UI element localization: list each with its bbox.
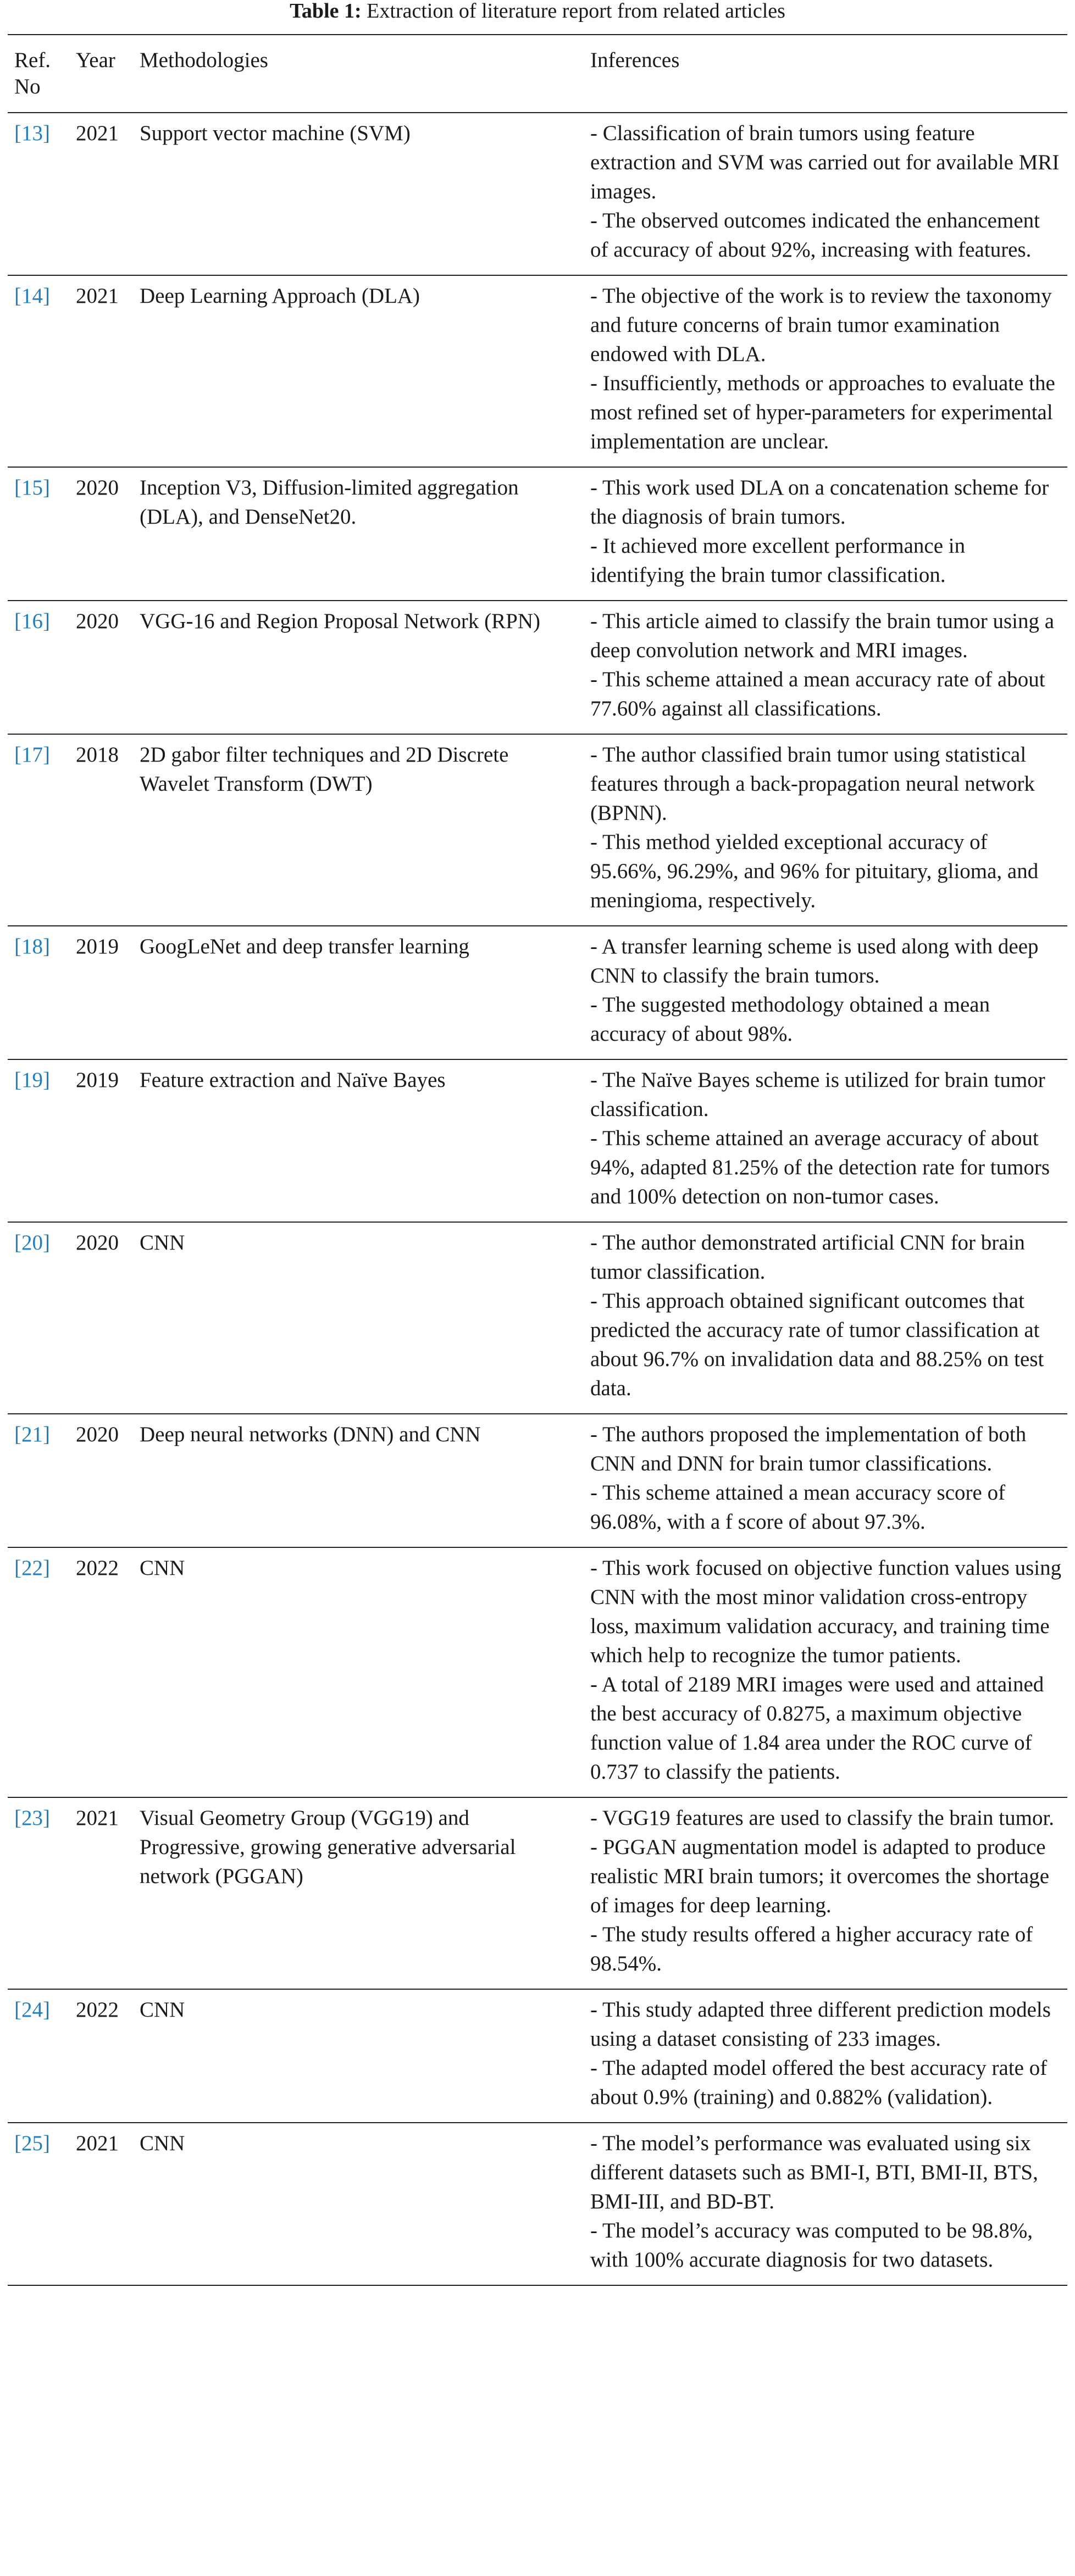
- inferences-cell: [584, 2123, 1067, 2285]
- header-ref-no: [8, 35, 69, 113]
- reference-link[interactable]: [15]: [14, 476, 50, 499]
- table-row: [8, 1797, 1067, 1989]
- table-header-row: [8, 35, 1067, 113]
- reference-link[interactable]: [18]: [14, 935, 50, 958]
- inferences-cell: [584, 113, 1067, 275]
- table-row: [8, 1414, 1067, 1547]
- table-row: [8, 2123, 1067, 2285]
- header-ref-line2: No: [14, 75, 41, 98]
- inference-item: - The author demonstrated artificial CNN for brain tumor classification.: [590, 1231, 1025, 1284]
- inference-item: - This approach obtained significant outcomes that predicted the accuracy rate of tumor classification at about 96.7% on invalidation data and 88.25% on test data.: [590, 1289, 1044, 1400]
- inference-item: - The Naïve Bayes scheme is utilized for brain tumor classification.: [590, 1068, 1045, 1121]
- table-caption-text: Extraction of literature report from related articles: [361, 0, 785, 23]
- inference-item: - VGG19 features are used to classify the brain tumor.: [590, 1806, 1055, 1830]
- inference-item: - A transfer learning scheme is used along with deep CNN to classify the brain tumors.: [590, 935, 1039, 987]
- inference-item: - Insufficiently, methods or approaches to evaluate the most refined set of hyper-parameters for experimental implementation are unclear.: [590, 371, 1055, 453]
- year-cell: 2020: [76, 476, 119, 499]
- inference-item: - A total of 2189 MRI images were used and attained the best accuracy of 0.8275, a maximum objective function value of 1.84 area under the ROC curve of 0.737 to classify the patients.: [590, 1673, 1044, 1784]
- inference-item: - Classification of brain tumors using feature extraction and SVM was carried out for available MRI images.: [590, 121, 1060, 203]
- year-cell: 2020: [76, 1423, 119, 1446]
- reference-link[interactable]: [24]: [14, 1998, 50, 2022]
- inferences-cell: [584, 1414, 1067, 1547]
- year-cell: 2021: [76, 1806, 119, 1830]
- reference-link[interactable]: [19]: [14, 1068, 50, 1092]
- inferences-cell: [584, 275, 1067, 467]
- table-row: [8, 926, 1067, 1059]
- methodology-cell: VGG-16 and Region Proposal Network (RPN): [140, 609, 541, 633]
- methodology-cell: CNN: [140, 1556, 185, 1580]
- reference-link[interactable]: [22]: [14, 1556, 50, 1580]
- methodology-cell: CNN: [140, 1231, 185, 1254]
- year-cell: 2019: [76, 1068, 119, 1092]
- methodology-cell: CNN: [140, 1998, 185, 2022]
- literature-table: [8, 34, 1067, 2286]
- inferences-cell: [584, 926, 1067, 1059]
- reference-link[interactable]: [13]: [14, 121, 50, 145]
- year-cell: 2018: [76, 743, 119, 767]
- methodology-cell: 2D gabor filter techniques and 2D Discrete Wavelet Transform (DWT): [140, 743, 509, 796]
- inference-item: - It achieved more excellent performance in identifying the brain tumor classification.: [590, 534, 966, 587]
- year-cell: 2020: [76, 609, 119, 633]
- table-row: [8, 1547, 1067, 1797]
- inference-item: - This scheme attained a mean accuracy score of 96.08%, with a f score of about 97.3%.: [590, 1481, 1006, 1534]
- year-cell: 2021: [76, 2131, 119, 2155]
- methodology-cell: Support vector machine (SVM): [140, 121, 411, 145]
- year-cell: 2019: [76, 935, 119, 958]
- table-row: [8, 467, 1067, 601]
- inferences-cell: [584, 1059, 1067, 1222]
- inference-item: - This work used DLA on a concatenation scheme for the diagnosis of brain tumors.: [590, 476, 1049, 529]
- methodology-cell: GoogLeNet and deep transfer learning: [140, 935, 469, 958]
- methodology-cell: Feature extraction and Naïve Bayes: [140, 1068, 446, 1092]
- table-row: [8, 275, 1067, 467]
- table-caption-label: Table 1:: [290, 0, 362, 23]
- methodology-cell: Visual Geometry Group (VGG19) and Progressive, growing generative adversarial network (PGGAN): [140, 1806, 516, 1888]
- header-inferences: Inferences: [590, 48, 680, 72]
- inferences-cell: [584, 1222, 1067, 1414]
- inference-item: - This method yielded exceptional accuracy of 95.66%, 96.29%, and 96% for pituitary, glioma, and meningioma, respectively.: [590, 830, 1039, 912]
- year-cell: 2022: [76, 1556, 119, 1580]
- inference-item: - The study results offered a higher accuracy rate of 98.54%.: [590, 1923, 1033, 1975]
- inferences-cell: [584, 601, 1067, 734]
- inferences-cell: [584, 467, 1067, 601]
- header-methodologies: Methodologies: [140, 48, 268, 72]
- inference-item: - This work focused on objective function values using CNN with the most minor validation cross-entropy loss, maximum validation accuracy, and training time which help to recognize the tumor patients.: [590, 1556, 1062, 1667]
- inference-item: - The suggested methodology obtained a mean accuracy of about 98%.: [590, 993, 990, 1046]
- inferences-cell: [584, 1989, 1067, 2123]
- table-body: [8, 113, 1067, 2285]
- year-cell: 2022: [76, 1998, 119, 2022]
- inferences-cell: [584, 734, 1067, 926]
- table-row: [8, 1989, 1067, 2123]
- inference-item: - The authors proposed the implementation of both CNN and DNN for brain tumor classifications.: [590, 1423, 1027, 1475]
- table-row: [8, 1222, 1067, 1414]
- inference-item: - PGGAN augmentation model is adapted to produce realistic MRI brain tumors; it overcomes the shortage of images for deep learning.: [590, 1835, 1050, 1917]
- reference-link[interactable]: [23]: [14, 1806, 50, 1830]
- methodology-cell: Deep neural networks (DNN) and CNN: [140, 1423, 481, 1446]
- table-row: [8, 113, 1067, 275]
- table-row: [8, 601, 1067, 734]
- inference-item: - The model’s accuracy was computed to be 98.8%, with 100% accurate diagnosis for two datasets.: [590, 2219, 1033, 2272]
- methodology-cell: Deep Learning Approach (DLA): [140, 284, 420, 308]
- header-year: Year: [76, 48, 115, 72]
- reference-link[interactable]: [14]: [14, 284, 50, 308]
- year-cell: 2020: [76, 1231, 119, 1254]
- inference-item: - The author classified brain tumor using statistical features through a back-propagation neural network (BPNN).: [590, 743, 1035, 825]
- inference-item: - The model’s performance was evaluated using six different datasets such as BMI-I, BTI, BMI-II, BTS, BMI-III, and BD-BT.: [590, 2131, 1038, 2213]
- year-cell: 2021: [76, 121, 119, 145]
- methodology-cell: Inception V3, Diffusion-limited aggregation (DLA), and DenseNet20.: [140, 476, 519, 529]
- year-cell: 2021: [76, 284, 119, 308]
- reference-link[interactable]: [25]: [14, 2131, 50, 2155]
- reference-link[interactable]: [16]: [14, 609, 50, 633]
- methodology-cell: CNN: [140, 2131, 185, 2155]
- inference-item: - This scheme attained an average accuracy of about 94%, adapted 81.25% of the detection rate for tumors and 100% detection on non-tumor cases.: [590, 1126, 1050, 1208]
- inference-item: - This scheme attained a mean accuracy rate of about 77.60% against all classifications.: [590, 668, 1045, 720]
- table-caption: [0, 0, 1075, 26]
- table-row: [8, 734, 1067, 926]
- inference-item: - This study adapted three different prediction models using a dataset consisting of 233 images.: [590, 1998, 1051, 2051]
- table-row: [8, 1059, 1067, 1222]
- inference-item: - The observed outcomes indicated the enhancement of accuracy of about 92%, increasing with features.: [590, 209, 1040, 262]
- reference-link[interactable]: [20]: [14, 1231, 50, 1254]
- reference-link[interactable]: [17]: [14, 743, 50, 767]
- inferences-cell: [584, 1547, 1067, 1797]
- inference-item: - This article aimed to classify the brain tumor using a deep convolution network and MRI images.: [590, 609, 1055, 662]
- reference-link[interactable]: [21]: [14, 1423, 50, 1446]
- inference-item: - The adapted model offered the best accuracy rate of about 0.9% (training) and 0.882% (validation).: [590, 2056, 1048, 2109]
- inferences-cell: [584, 1797, 1067, 1989]
- header-ref-line1: Ref.: [14, 48, 51, 72]
- inference-item: - The objective of the work is to review the taxonomy and future concerns of brain tumor examination endowed with DLA.: [590, 284, 1052, 366]
